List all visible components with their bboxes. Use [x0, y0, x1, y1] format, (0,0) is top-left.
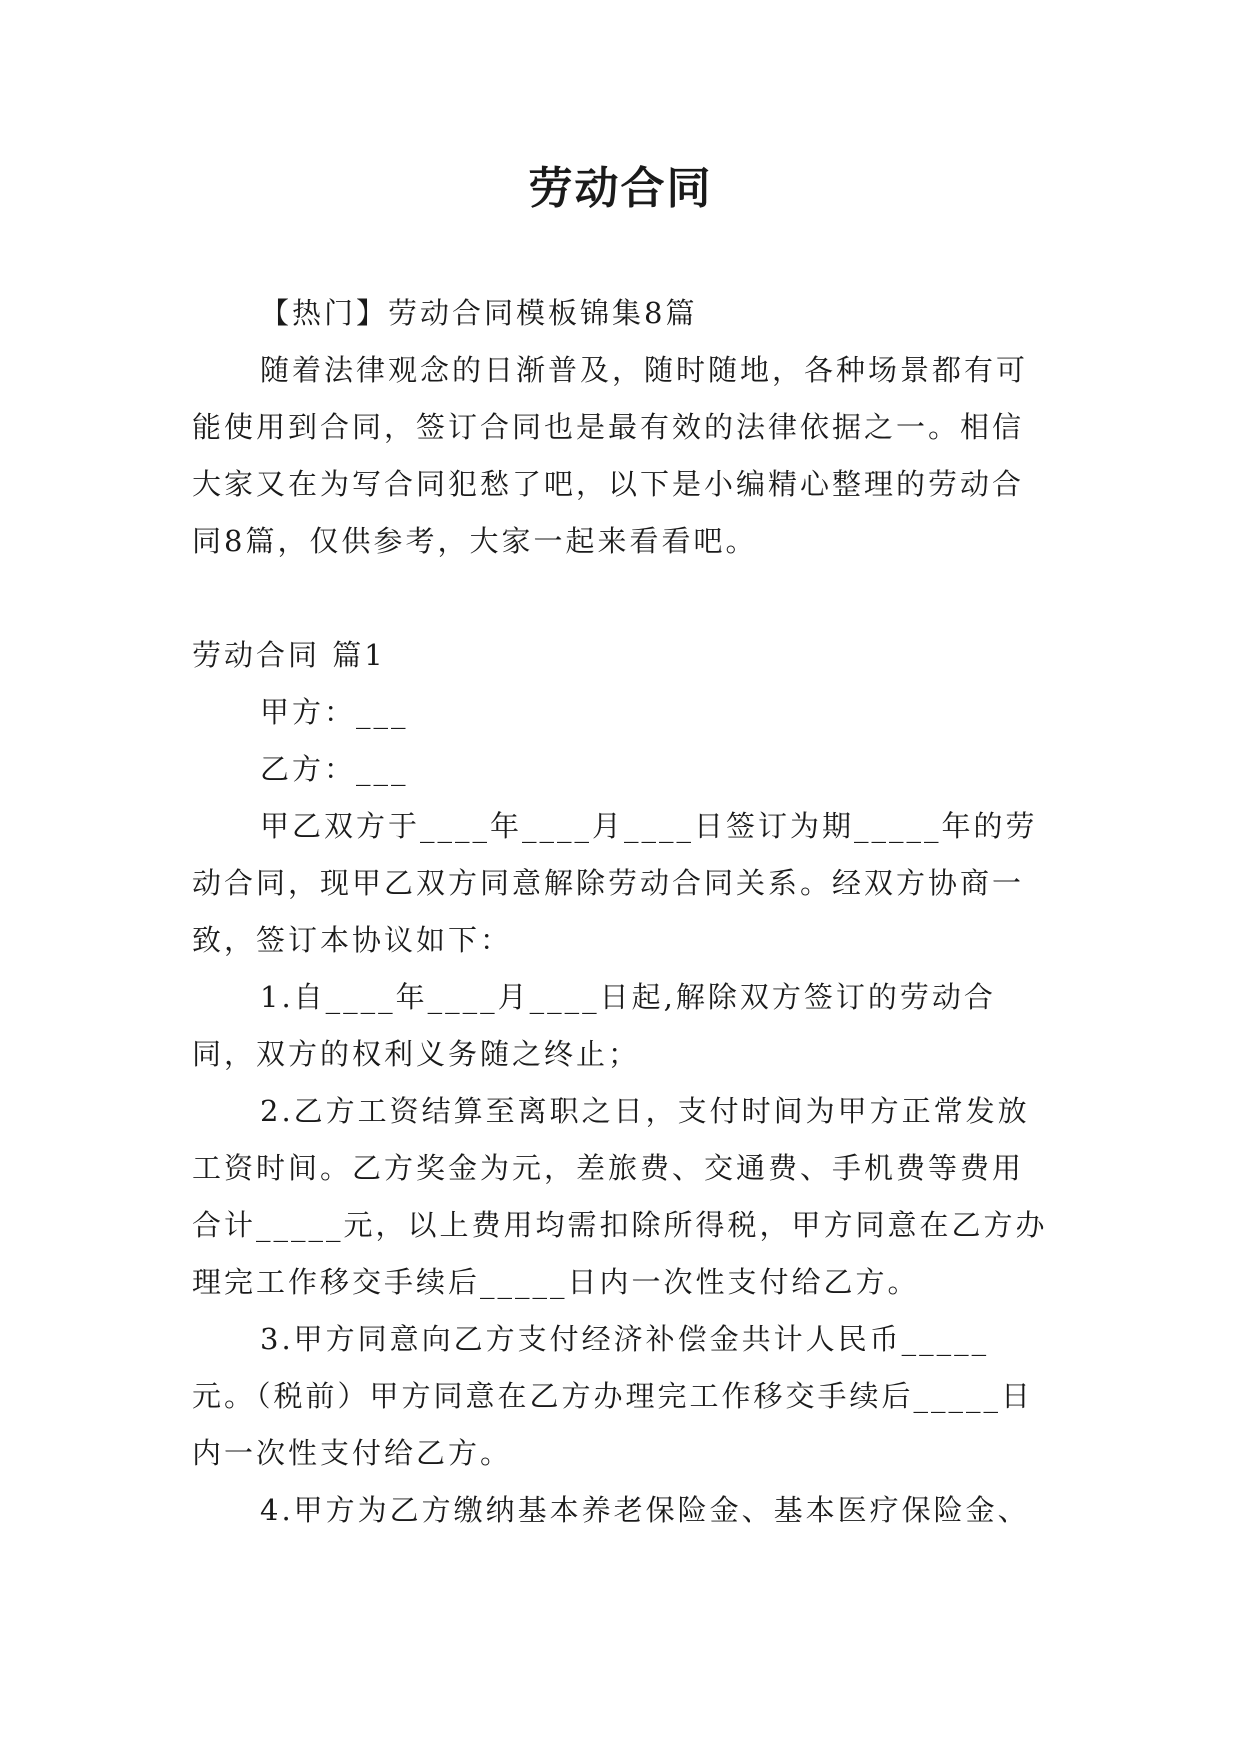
clause-4: 4.甲方为乙方缴纳基本养老保险金、基本医疗保险金、: [260, 1493, 1030, 1527]
intro-paragraph: 随着法律观念的日渐普及，随时随地，各种场景都有可能使用到合同，签订合同也是最有效的法律依据之一。相信大家又在为写合同犯愁了吧，以下是小编精心整理的劳动合同8篇，仅供参考，大家一起来看看吧。: [192, 353, 1029, 558]
clause-2: 2.乙方工资结算至离职之日，支付时间为甲方正常发放工资时间。乙方奖金为元，差旅费、交通费、手机费等费用合计_____元，以上费用均需扣除所得税，甲方同意在乙方办理完工作移交手续后_____日内一次性支付给乙方。: [192, 1094, 1048, 1299]
document-title: 劳动合同: [528, 163, 713, 214]
contract-preamble: 甲乙双方于____年____月____日签订为期_____年的劳动合同，现甲乙双方同意解除劳动合同关系。经双方协商一致，签订本协议如下：: [192, 809, 1038, 957]
section-heading: 劳动合同 篇1: [192, 638, 386, 672]
clause-1: 1.自____年____月____日起,解除双方签订的劳动合同，双方的权利义务随之终止；: [192, 980, 996, 1071]
party-a-line: 甲方：___: [260, 695, 409, 729]
document-body: [192, 285, 1052, 1539]
clause-3: 3.甲方同意向乙方支付经济补偿金共计人民币_____元。（税前）甲方同意在乙方办理完工作移交手续后_____日内一次性支付给乙方。: [192, 1322, 1034, 1470]
intro-heading: 【热门】劳动合同模板锦集8篇: [260, 296, 698, 330]
paragraph-spacer: [192, 570, 1052, 627]
party-b-line: 乙方：___: [260, 752, 409, 786]
